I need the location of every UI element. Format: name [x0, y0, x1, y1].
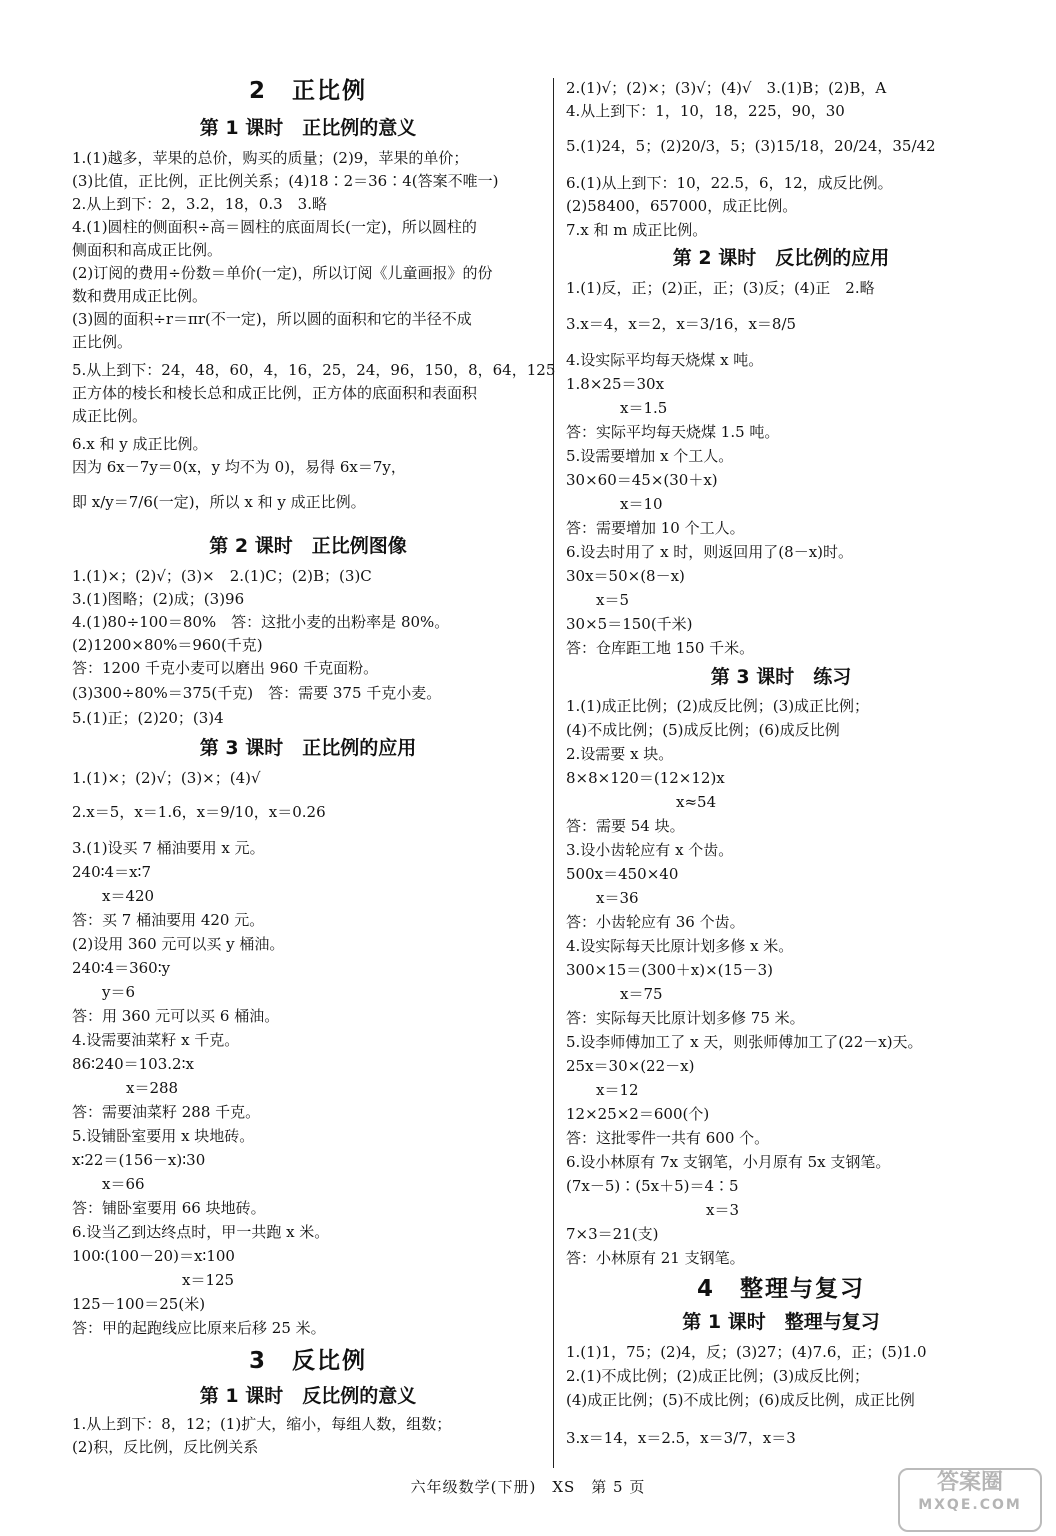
section-title: 4 整理与复习	[696, 1276, 865, 1302]
answer-line: 答：实际每天比原计划多修 75 米。	[566, 1009, 805, 1027]
answer-line: 侧面积和高成正比例。	[72, 241, 223, 259]
answer-line: 30×60＝45×(30＋x)	[566, 471, 718, 489]
lesson-title: 第 1 课时 正比例的意义	[199, 117, 417, 139]
answer-line: 5.设李师傅加工了 x 天，则张师傅加工了(22－x)天。	[566, 1033, 923, 1051]
section-title: 3 反比例	[248, 1348, 367, 1374]
answer-line: 3.设小齿轮应有 x 个齿。	[566, 841, 734, 859]
answer-line: 5.设铺卧室要用 x 块地砖。	[72, 1127, 255, 1145]
answer-line: 2.(1)不成比例；(2)成正比例；(3)成反比例；	[566, 1367, 870, 1385]
answer-line: 正比例。	[72, 333, 133, 351]
answer-line: (3)300÷80%＝375(千克) 答：需要 375 千克小麦。	[72, 684, 442, 702]
answer-line: 6.设当乙到达终点时，甲一共跑 x 米。	[72, 1223, 330, 1241]
answer-line: (7x－5)∶(5x＋5)＝4∶5	[566, 1177, 739, 1195]
answer-line: 答：用 360 元可以买 6 桶油。	[72, 1007, 280, 1025]
answer-line: 1.(1)×；(2)√；(3)× 2.(1)C；(2)B；(3)C	[72, 567, 372, 585]
answer-line: 1.(1)成正比例；(2)成反比例；(3)成正比例；	[566, 697, 870, 715]
answer-line: 3.(1)设买 7 桶油要用 x 元。	[72, 839, 265, 857]
lesson-title: 第 3 课时 练习	[710, 666, 852, 688]
answer-line: (2)积，反比例，反比例关系	[72, 1438, 259, 1456]
answer-line: 12×25×2＝600(个)	[566, 1105, 710, 1123]
section-title: 2 正比例	[248, 78, 367, 104]
answer-line: x＝5	[596, 591, 630, 609]
answer-line: 125－100＝25(米)	[72, 1295, 206, 1313]
answer-line: 2.设需要 x 块。	[566, 745, 674, 763]
answer-line: y＝6	[102, 983, 136, 1001]
answer-line: 240∶4＝360∶y	[72, 959, 171, 977]
answer-line: 答：实际平均每天烧煤 1.5 吨。	[566, 423, 780, 441]
answer-line: 3.(1)图略；(2)成；(3)96	[72, 590, 245, 608]
answer-line: x＝3	[706, 1201, 740, 1219]
lesson-title: 第 3 课时 正比例的应用	[199, 737, 417, 759]
answer-line: 4.从上到下：1，10，18，225，90，30	[566, 102, 845, 120]
answer-line: 答：需要油菜籽 288 千克。	[72, 1103, 261, 1121]
answer-line: 6.(1)从上到下：10，22.5，6，12，成反比例。	[566, 174, 893, 192]
answer-line: 240∶4＝x∶7	[72, 863, 151, 881]
watermark-logo	[898, 1468, 1042, 1532]
answer-line: 答：需要 54 块。	[566, 817, 685, 835]
answer-line: 25x＝30×(22－x)	[566, 1057, 695, 1075]
answer-line: 300×15＝(300＋x)×(15－3)	[566, 961, 773, 979]
column-divider	[553, 78, 554, 1468]
answer-line: x＝1.5	[620, 399, 668, 417]
answer-line: 7×3＝21(支)	[566, 1225, 659, 1243]
answer-line: (2)58400，657000，成正比例。	[566, 197, 798, 215]
answer-line: 因为 6x－7y＝0(x，y 均不为 0)，易得 6x＝7y，	[72, 458, 406, 476]
answer-line: 30×5＝150(千米)	[566, 615, 693, 633]
answer-line: 4.设实际平均每天烧煤 x 吨。	[566, 351, 764, 369]
answer-line: 答：小林原有 21 支钢笔。	[566, 1249, 745, 1267]
answer-line: x＝288	[126, 1079, 179, 1097]
answer-line: 2.(1)√；(2)×；(3)√；(4)√ 3.(1)B；(2)B，A	[566, 79, 887, 97]
answer-line: 答：铺卧室要用 66 块地砖。	[72, 1199, 266, 1217]
answer-line: x＝125	[182, 1271, 235, 1289]
answer-line: (2)设用 360 元可以买 y 桶油。	[72, 935, 285, 953]
answer-line: 答：仓库距工地 150 千米。	[566, 639, 755, 657]
answer-line: x∶22＝(156－x)∶30	[72, 1151, 206, 1169]
answer-line: 2.从上到下：2，3.2，18，0.3 3.略	[72, 195, 327, 213]
answer-line: (2)1200×80%＝960(千克)	[72, 636, 263, 654]
answer-line: 1.(1)越多，苹果的总价，购买的质量；(2)9，苹果的单价；	[72, 149, 469, 167]
answer-line: x＝420	[102, 887, 155, 905]
answer-line: 8×8×120＝(12×12)x	[566, 769, 725, 787]
answer-line: 1.(1)1，75；(2)4，反；(3)27；(4)7.6，正；(5)1.0	[566, 1343, 927, 1361]
answer-line: 6.x 和 y 成正比例。	[72, 435, 208, 453]
lesson-title: 第 2 课时 正比例图像	[209, 535, 407, 557]
answer-line: x＝75	[620, 985, 663, 1003]
answer-line: 86∶240＝103.2∶x	[72, 1055, 194, 1073]
answer-line: 4.设需要油菜籽 x 千克。	[72, 1031, 240, 1049]
answer-line: 5.(1)24，5；(2)20/3，5；(3)15/18，20/24，35/42	[566, 137, 936, 155]
answer-line: 3.x＝14，x＝2.5，x＝3/7，x＝3	[566, 1429, 796, 1447]
answer-line: 2.x＝5，x＝1.6，x＝9/10，x＝0.26	[72, 803, 326, 821]
answer-line: 30x＝50×(8－x)	[566, 567, 685, 585]
answer-line: 1.从上到下：8，12；(1)扩大，缩小，每组人数，组数；	[72, 1415, 452, 1433]
page-footer: 六年级数学(下册) XS 第 5 页	[410, 1478, 646, 1496]
answer-line: 答：1200 千克小麦可以磨出 960 千克面粉。	[72, 659, 379, 677]
answer-line: x＝10	[620, 495, 663, 513]
answer-line: 答：这批零件一共有 600 个。	[566, 1129, 770, 1147]
answer-line: (4)成正比例；(5)不成比例；(6)成反比例，成正比例	[566, 1391, 915, 1409]
lesson-title: 第 1 课时 反比例的意义	[199, 1385, 417, 1407]
answer-line: 5.(1)正；(2)20；(3)4	[72, 709, 224, 727]
answer-line: 答：买 7 桶油要用 420 元。	[72, 911, 265, 929]
answer-line: 6.设小林原有 7x 支钢笔，小月原有 5x 支钢笔。	[566, 1153, 891, 1171]
answer-line: 成正比例。	[72, 407, 148, 425]
answer-line: 3.x＝4，x＝2，x＝3/16，x＝8/5	[566, 315, 797, 333]
lesson-title: 第 2 课时 反比例的应用	[672, 247, 890, 269]
answer-line: 答：小齿轮应有 36 个齿。	[566, 913, 745, 931]
answer-line: (2)订阅的费用÷份数＝单价(一定)，所以订阅《儿童画报》的份	[72, 264, 493, 282]
answer-line: (3)圆的面积÷r＝πr(不一定)，所以圆的面积和它的半径不成	[72, 310, 472, 328]
answer-line: 1.(1)×；(2)√；(3)×；(4)√	[72, 769, 261, 787]
answer-line: 500x＝450×40	[566, 865, 679, 883]
answer-line: 6.设去时用了 x 时，则返回用了(8－x)时。	[566, 543, 854, 561]
lesson-title: 第 1 课时 整理与复习	[682, 1311, 880, 1333]
answer-line: 正方体的棱长和棱长总和成正比例，正方体的底面积和表面积	[72, 384, 478, 402]
answer-line: 答：甲的起跑线应比原来后移 25 米。	[72, 1319, 326, 1337]
answer-line: (3)比值，正比例，正比例关系；(4)18∶2＝36∶4(答案不唯一)	[72, 172, 499, 190]
answer-line: (4)不成比例；(5)成反比例；(6)成反比例	[566, 721, 840, 739]
answer-line: x＝12	[596, 1081, 639, 1099]
answer-line: 5.设需要增加 x 个工人。	[566, 447, 734, 465]
answer-line: 1.(1)反，正；(2)正，正；(3)反；(4)正 2.略	[566, 279, 875, 297]
answer-line: x＝36	[596, 889, 639, 907]
answer-line: 4.(1)80÷100＝80% 答：这批小麦的出粉率是 80%。	[72, 613, 450, 631]
answer-line: 即 x/y＝7/6(一定)，所以 x 和 y 成正比例。	[72, 493, 366, 511]
answer-line: x＝66	[102, 1175, 145, 1193]
answer-line: 数和费用成正比例。	[72, 287, 208, 305]
answer-line: 100∶(100－20)＝x∶100	[72, 1247, 235, 1265]
answer-line: 4.(1)圆柱的侧面积÷高＝圆柱的底面周长(一定)，所以圆柱的	[72, 218, 477, 236]
answer-line: x≈54	[676, 793, 717, 811]
answer-line: 4.设实际每天比原计划多修 x 米。	[566, 937, 794, 955]
watermark-title: 答案圈	[936, 1470, 1003, 1495]
answer-line: 1.8×25＝30x	[566, 375, 665, 393]
watermark-url: MXQE.COM	[918, 1497, 1022, 1513]
answer-line: 5.从上到下：24，48，60，4，16，25，24，96，150，8，64，125	[72, 361, 556, 379]
answer-line: 7.x 和 m 成正比例。	[566, 221, 708, 239]
answer-line: 答：需要增加 10 个工人。	[566, 519, 745, 537]
